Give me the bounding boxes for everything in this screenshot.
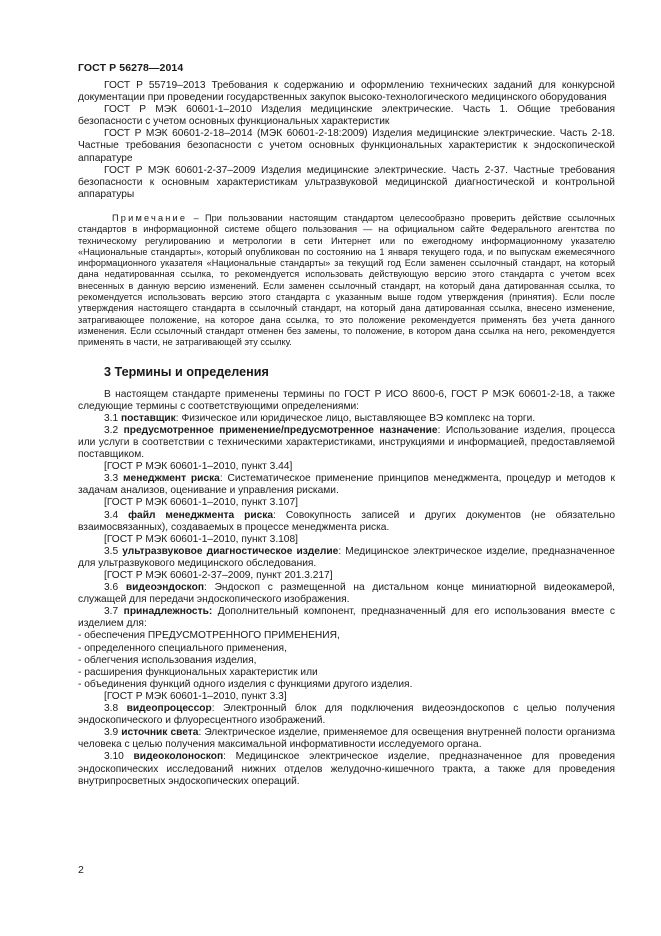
term-number: 3.7	[104, 606, 124, 618]
term-name: ультразвуковое диагностическое изделие	[122, 545, 339, 557]
term-definition: : Электронный блок для подключения видеоэндоскопов с целью получения эндоскопического и флуоресцентного изображений.	[78, 703, 615, 727]
ref-2	[78, 104, 615, 128]
list-item: - облегчения использования изделия,	[78, 654, 257, 666]
term-source: [ГОСТ Р МЭК 60601-1–2010, пункт 3.3]	[104, 690, 287, 702]
ref-1	[78, 80, 615, 104]
term-definition: : Физическое или юридическое лицо, выставляющее ВЭ комплекс на торги.	[175, 412, 536, 424]
term-name: файл менеджмента риска	[128, 509, 274, 521]
term-3-4	[78, 510, 615, 534]
term-definition: : Эндоскоп с размещенной на дистальном конце миниатюрной видеокамерой, служащей для передачи эндоскопического изображения.	[78, 582, 615, 606]
list-item: - объединения функций одного изделия с функциями другого изделия.	[78, 678, 413, 690]
term-name: предусмотренное применение/предусмотренное назначение	[123, 424, 438, 436]
term-3-2	[78, 425, 615, 461]
page-header: ГОСТ Р 56278—2014	[78, 62, 184, 74]
ref-code: ГОСТ Р МЭК 60601-2-37–2009	[104, 164, 256, 176]
term-name: принадлежность:	[123, 606, 213, 618]
term-number: 3.9	[104, 727, 122, 739]
term-3-10	[78, 751, 615, 787]
term-name: поставщик	[121, 412, 176, 424]
term-name: видеоэндоскоп	[125, 582, 204, 594]
list-item: - расширения функциональных характеристик или	[78, 666, 318, 678]
ref-4	[78, 165, 615, 201]
term-name: менеджмент риска	[123, 473, 220, 485]
term-definition: : Медицинское электрическое изделие, предназначенное для проведения эндоскопических исследований нижних отделов желудочно-кишечного тракта, а также для проведения внутрипросветных эндоскопических операций.	[78, 751, 615, 787]
term-3-8	[78, 703, 615, 727]
term-source: [ГОСТ Р МЭК 60601-1–2010, пункт 3.107]	[104, 497, 298, 509]
ref-3	[78, 128, 615, 164]
term-name: источник света	[121, 727, 199, 739]
term-3-5	[78, 546, 615, 570]
note-label: Примечание	[112, 212, 188, 223]
term-number: 3.2	[104, 424, 124, 436]
list-item: - обеспечения ПРЕДУСМОТРЕННОГО ПРИМЕНЕНИЯ,	[78, 630, 340, 642]
term-3-3	[78, 473, 615, 497]
term-source: [ГОСТ Р МЭК 60601-1–2010, пункт 3.44]	[104, 461, 293, 473]
term-definition: Дополнительный компонент, предназначенный для его использования вместе с изделием для:	[78, 606, 615, 630]
ref-text: Изделия медицинские электрические. Часть 1. Общие требования безопасности с учетом основных функциональных характеристик	[78, 104, 616, 128]
ref-code: ГОСТ Р МЭК 60601-2-18–2014	[104, 128, 253, 140]
term-definition: : Систематическое применение принципов менеджмента, процедур и методов к задачам анализов, оценивание и управления рисками.	[78, 473, 615, 497]
term-number: 3.8	[104, 703, 127, 715]
term-number: 3.10	[104, 751, 134, 763]
term-3-1	[78, 413, 615, 425]
term-source: [ГОСТ Р МЭК 60601-2-37–2009, пункт 201.3.217]	[104, 570, 333, 581]
ref-code: ГОСТ Р МЭК 60601-1–2010	[104, 104, 252, 116]
section-intro: В настоящем стандарте применены термины по ГОСТ Р ИСО 8600-6, ГОСТ Р МЭК 60601-2-18, а также следующие термины с соответствующими определениями:	[78, 388, 615, 412]
term-definition: : Использование изделия, процесса или услуги в соответствии с техническими характеристиками, инструкциями и информацией, предоставляемой поставщиком.	[78, 424, 615, 461]
term-3-6	[78, 582, 615, 606]
list-item: - определенного специального применения,	[78, 642, 287, 654]
section-title: 3 Термины и определения	[104, 364, 269, 379]
term-definition: : Электрическое изделие, применяемое для освещения внутренней полости организма человека с целью получения максимальной информативности исследуемого органа.	[78, 727, 615, 751]
ref-text: Требования к содержанию и оформлению технических заданий для конкурсной документации при проведении государственных закупок высоко-технологического медицинского оборудования	[78, 80, 615, 104]
term-definition: : Медицинское электрическое изделие, предназначенное для ультразвукового медицинского обследования.	[78, 545, 615, 569]
term-3-9	[78, 727, 615, 751]
term-name: видеоколоноскоп	[133, 751, 224, 763]
term-number: 3.5	[104, 545, 123, 557]
term-number: 3.4	[104, 509, 129, 521]
term-number: 3.1	[104, 412, 121, 424]
note-paragraph	[78, 213, 615, 349]
ref-text: Изделия медицинские электрические. Часть 2-37. Частные требования безопасности к основным характеристикам ультразвуковой медицинской диагностической и контрольной аппаратуры	[78, 164, 615, 200]
term-source: [ГОСТ Р МЭК 60601-1–2010, пункт 3.108]	[104, 533, 298, 545]
term-3-7	[78, 606, 615, 630]
document-body	[78, 80, 615, 788]
ref-text: (МЭК 60601-2-18:2009) Изделия медицинские электрические. Часть 2-18. Частные требования безопасности с учетом основных функциональных характеристик к эндоскопической аппаратуре	[78, 128, 615, 164]
ref-code: ГОСТ Р 55719–2013	[104, 80, 206, 91]
term-number: 3.6	[104, 582, 126, 594]
page-number: 2	[78, 864, 84, 876]
term-number: 3.3	[104, 473, 124, 485]
term-name: видеопроцессор	[126, 703, 212, 715]
note-text: – При пользовании настоящим стандартом целесообразно проверить действие ссылочных стандартов в информационной системе общего пользования — на официальном сайте Федерального агентства по техническому регулированию и метрологии в сети Интернет или по ежегодному информационному указателю «Национальные стандарты», который опубликован по состоянию на 1 января текущего года, и по выпускам ежемесячного информационного указателя «Национальные стандарты» за текущий год Если заменен ссылочный стандарт, на который дана недатированная ссылка, то рекомендуется использовать действующую версию этого стандарта с учетом всех внесенных в данную версию изменений. Если заменен ссылочный стандарт, на который дана датированная ссылка, то рекомендуется использовать версию этого стандарта с указанным выше годом утверждения (принятия). Если после утверждения настоящего стандарта в ссылочный стандарт, на который дана датированная ссылка, внесено изменение, затрагивающее положение, на которое дана ссылка, то это положение рекомендуется применять без учета данного изменения. Если ссылочный стандарт отменен без замены, то положение, в котором дана ссылка на него, рекомендуется применять в части, не затрагивающей эту ссылку.	[78, 212, 615, 348]
term-definition: : Совокупность записей и других документов (не обязательно взаимосвязанных), создаваемых в процессе менеджмента риска.	[78, 509, 616, 533]
